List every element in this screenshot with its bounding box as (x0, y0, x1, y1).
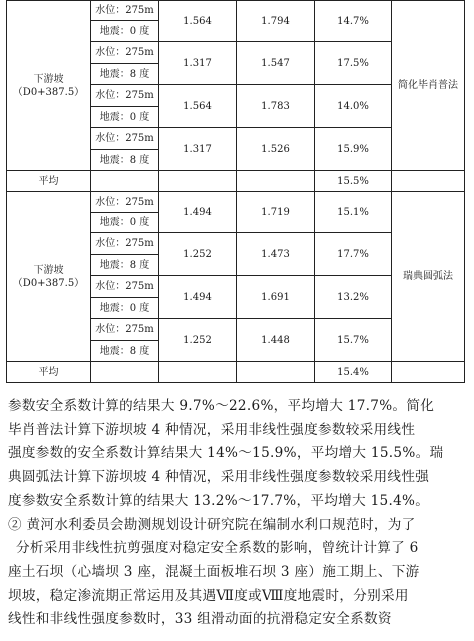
average-value: 15.4% (315, 362, 392, 383)
increase-cell: 17.5% (315, 42, 392, 85)
empty-cell (237, 171, 315, 192)
linear-factor-cell: 1.252 (159, 319, 237, 362)
earthquake-cell: 地震：0 度 (91, 107, 159, 128)
water-level-cell: 水位：275m (91, 1, 159, 21)
empty-cell (159, 362, 237, 383)
water-level-cell: 水位：275m (91, 319, 159, 341)
linear-factor-cell: 1.252 (159, 233, 237, 276)
increase-cell: 14.7% (315, 1, 392, 42)
average-row (7, 171, 465, 192)
increase-cell: 13.2% (315, 276, 392, 319)
empty-cell (159, 171, 237, 192)
text-line: 坝坡，稳定渗流期正常运用及其遇Ⅶ度或Ⅷ度地震时，分别采用 (8, 587, 409, 604)
average-label: 平均 (7, 171, 91, 192)
segment-station: （D0+387.5） (12, 86, 85, 98)
text-line: ② 黄河水利委员会勘测规划设计研究院在编制水利口规范时，为了 (8, 516, 416, 533)
water-level-cell: 水位：275m (91, 85, 159, 107)
text-line: 度参数安全系数计算的结果大 13.2%～17.7%，平均增大 15.4%。 (8, 492, 430, 509)
text-line: 典圆弧法计算下游坝坡 4 种情况，采用非线性强度参数较采用线性强 (8, 469, 430, 486)
increase-cell: 17.7% (315, 233, 392, 276)
water-level-cell: 水位：275m (91, 192, 159, 213)
body-paragraph (8, 395, 466, 632)
text-line: 线性和非线性强度参数时，33 组滑动面的抗滑稳定安全系数资 (8, 611, 392, 628)
nonlinear-factor-cell: 1.473 (237, 233, 315, 276)
nonlinear-factor-cell: 1.526 (237, 128, 315, 171)
average-value: 15.5% (315, 171, 392, 192)
method-cell: 简化毕肖普法 (392, 1, 465, 171)
nonlinear-factor-cell: 1.547 (237, 42, 315, 85)
earthquake-cell: 地震：0 度 (91, 21, 159, 42)
linear-factor-cell: 1.564 (159, 1, 237, 42)
linear-factor-cell: 1.564 (159, 85, 237, 128)
text-line: 毕肖普法计算下游坝坡 4 种情况，采用非线性强度参数较采用线性 (8, 421, 416, 438)
table-row (7, 192, 465, 213)
increase-cell: 14.0% (315, 85, 392, 128)
empty-cell (237, 362, 315, 383)
average-row (7, 362, 465, 383)
linear-factor-cell: 1.317 (159, 128, 237, 171)
nonlinear-factor-cell: 1.783 (237, 85, 315, 128)
linear-factor-cell: 1.317 (159, 42, 237, 85)
empty-cell (91, 171, 159, 192)
segment-cell (7, 192, 91, 362)
water-level-cell: 水位：275m (91, 276, 159, 298)
water-level-cell: 水位：275m (91, 42, 159, 64)
earthquake-cell: 地震：0 度 (91, 298, 159, 319)
nonlinear-factor-cell: 1.719 (237, 192, 315, 233)
text-line: 参数安全系数计算的结果大 9.7%～22.6%，平均增大 17.7%。简化 (8, 398, 435, 414)
method-cell: 瑞典圆弧法 (392, 192, 465, 362)
linear-factor-cell: 1.494 (159, 276, 237, 319)
empty-cell (91, 362, 159, 383)
segment-name: 下游坡 (33, 264, 64, 276)
text-line: 座土石坝（心墙坝 3 座，混凝土面板堆石坝 3 座）施工期上、下游 (8, 563, 420, 580)
empty-cell (392, 171, 465, 192)
nonlinear-factor-cell: 1.691 (237, 276, 315, 319)
increase-cell: 15.7% (315, 319, 392, 362)
average-label: 平均 (7, 362, 91, 383)
water-level-cell: 水位：275m (91, 233, 159, 255)
text-line: 分析采用非线性抗剪强度对稳定安全系数的影响，曾统计计算了 6 (16, 540, 419, 557)
table-row (7, 1, 465, 21)
text-line: 强度参数的安全系数计算结果大 14%～15.9%，平均增大 15.5%。瑞 (8, 445, 444, 462)
linear-factor-cell: 1.494 (159, 192, 237, 233)
earthquake-cell: 地震：0 度 (91, 213, 159, 233)
segment-cell (7, 1, 91, 171)
earthquake-cell: 地震：8 度 (91, 64, 159, 85)
earthquake-cell: 地震：8 度 (91, 150, 159, 171)
nonlinear-factor-cell: 1.448 (237, 319, 315, 362)
empty-cell (392, 362, 465, 383)
increase-cell: 15.1% (315, 192, 392, 233)
segment-station: （D0+387.5） (12, 277, 85, 289)
nonlinear-factor-cell: 1.794 (237, 1, 315, 42)
stability-table (6, 0, 465, 383)
earthquake-cell: 地震：8 度 (91, 341, 159, 362)
water-level-cell: 水位：275m (91, 128, 159, 150)
segment-name: 下游坡 (33, 73, 64, 85)
increase-cell: 15.9% (315, 128, 392, 171)
earthquake-cell: 地震：8 度 (91, 255, 159, 276)
